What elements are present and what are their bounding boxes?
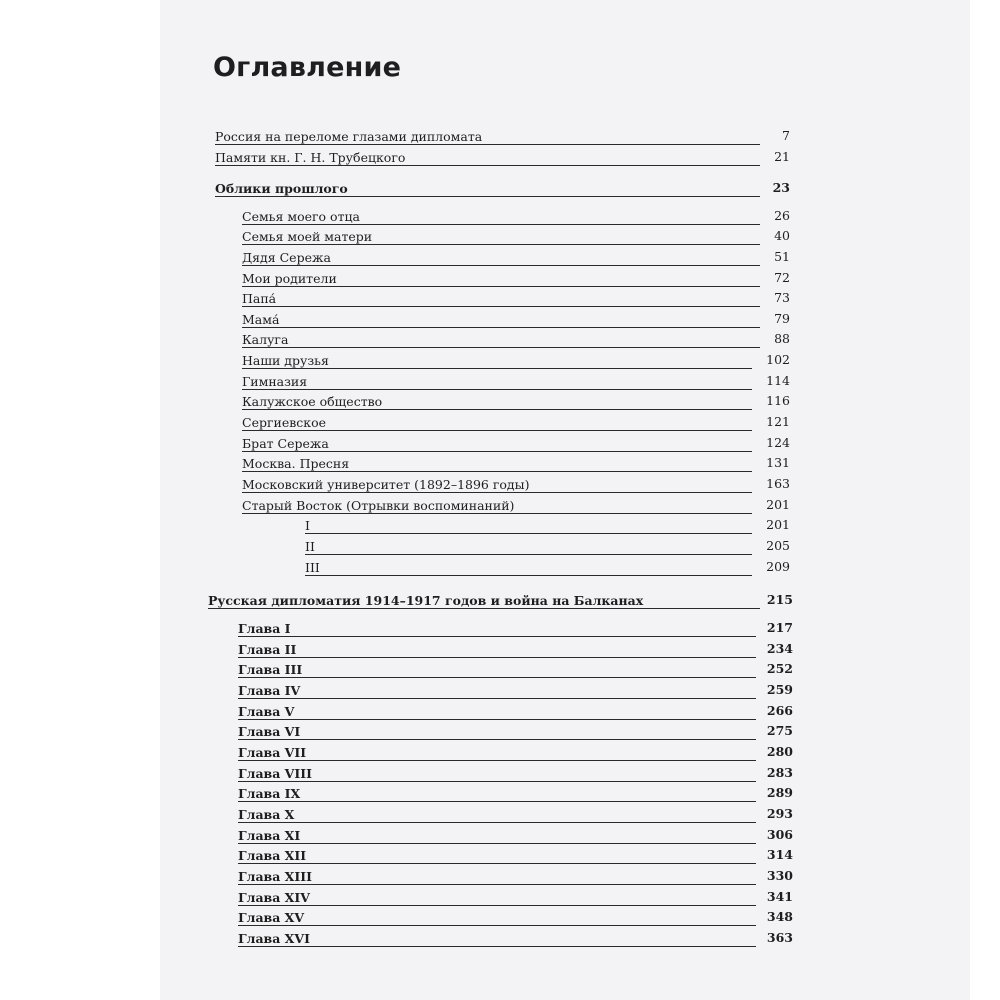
toc-entry (238, 864, 803, 885)
toc-entry-page-number: 259 (766, 682, 793, 697)
toc-entry-page-number: 314 (766, 847, 793, 862)
toc-entry-title: II (305, 539, 315, 554)
toc-entry-page-number: 341 (766, 889, 793, 904)
toc-entry (242, 224, 800, 245)
toc-entry-page-number: 252 (766, 661, 793, 676)
toc-entry (238, 657, 803, 678)
toc-entry-page-number: 23 (772, 180, 790, 195)
toc-entry (242, 410, 800, 431)
toc-entry-title: Глава VI (238, 724, 301, 739)
toc-entry-title: Глава II (238, 642, 297, 657)
toc-entry-title: Москва. Пресня (242, 456, 350, 471)
toc-entry-page-number: 280 (766, 744, 793, 759)
toc-entry-title: Мои родители (242, 271, 337, 286)
toc-entry (242, 348, 800, 369)
toc-entry-title: Семья моего отца (242, 209, 360, 224)
toc-entry-page-number: 306 (766, 827, 793, 842)
toc-entry-title: Старый Восток (Отрывки воспоминаний) (242, 498, 515, 513)
leader-rule (215, 196, 760, 197)
toc-entry-page-number: 51 (774, 249, 790, 264)
toc-entry (238, 802, 803, 823)
toc-entry-page-number: 163 (766, 476, 790, 491)
toc-entry (242, 493, 800, 514)
toc-entry (238, 678, 803, 699)
toc-entry-title: Глава VII (238, 745, 307, 760)
toc-entry-title: Сергиевское (242, 415, 327, 430)
toc-entry-title: Глава XII (238, 848, 307, 863)
toc-entry (215, 145, 800, 166)
toc-entry-page-number: 116 (766, 393, 790, 408)
toc-entry (238, 761, 803, 782)
toc-entry (242, 451, 800, 472)
toc-entry-page-number: 283 (766, 765, 793, 780)
toc-entry-title: Гимназия (242, 374, 308, 389)
toc-entry (305, 513, 800, 534)
toc-entry-title: Облики прошлого (215, 181, 348, 196)
toc-entry-page-number: 21 (774, 149, 790, 164)
toc-entry-title: Россия на переломе глазами дипломата (215, 129, 483, 144)
toc-entry-title: Глава V (238, 704, 295, 719)
toc-entry-title: Памяти кн. Г. Н. Трубецкого (215, 150, 406, 165)
toc-entry-page-number: 215 (766, 592, 793, 607)
toc-entry (238, 823, 803, 844)
leader-rule (305, 575, 752, 576)
toc-entry (242, 286, 800, 307)
toc-entry-title: Дядя Сережа (242, 250, 331, 265)
toc-entry (242, 389, 800, 410)
toc-entry-page-number: 289 (766, 785, 793, 800)
toc-entry-title: I (305, 518, 310, 533)
leader-rule (208, 608, 760, 609)
toc-entry (238, 885, 803, 906)
toc-entry-title: Калужское общество (242, 394, 383, 409)
toc-entry-page-number: 40 (774, 228, 790, 243)
page-title: Оглавление (213, 52, 402, 83)
toc-entry-page-number: 209 (766, 559, 790, 574)
toc-entry-page-number: 348 (766, 909, 793, 924)
toc-entry-page-number: 114 (766, 373, 790, 388)
toc-entry-title: Глава IV (238, 683, 301, 698)
toc-entry (238, 699, 803, 720)
toc-entry (242, 204, 800, 225)
toc-entry (242, 431, 800, 452)
toc-entry-title: Глава XI (238, 828, 301, 843)
toc-entry-title: Семья моей матери (242, 229, 373, 244)
toc-entry-title: Глава XIV (238, 890, 310, 905)
toc-entry (242, 369, 800, 390)
toc-entry (238, 740, 803, 761)
toc-entry-page-number: 102 (766, 352, 790, 367)
toc-entry-page-number: 205 (766, 538, 790, 553)
toc-entry-page-number: 73 (774, 290, 790, 305)
toc-entry (242, 245, 800, 266)
toc-entry-page-number: 275 (766, 723, 793, 738)
toc-entry-page-number: 201 (766, 517, 790, 532)
toc-entry-title: Брат Сережа (242, 436, 329, 451)
toc-entry (242, 472, 800, 493)
toc-entry-title: III (305, 560, 320, 575)
toc-entry-title: Наши друзья (242, 353, 329, 368)
toc-entry (238, 781, 803, 802)
toc-entry-title: Глава VIII (238, 766, 312, 781)
toc-entry-page-number: 79 (774, 311, 790, 326)
toc-entry-page-number: 330 (766, 868, 793, 883)
toc-entry (305, 534, 800, 555)
toc-entry (238, 843, 803, 864)
toc-entry-page-number: 131 (766, 455, 790, 470)
toc-entry (208, 588, 803, 609)
toc-entry-page-number: 7 (782, 128, 790, 143)
toc-entry-page-number: 72 (774, 270, 790, 285)
toc-entry (305, 555, 800, 576)
toc-entry-title: Мама́ (242, 312, 280, 327)
toc-entry-page-number: 266 (766, 703, 793, 718)
toc-entry-title: Калуга (242, 332, 289, 347)
toc-entry (238, 637, 803, 658)
toc-entry (215, 176, 800, 197)
toc-entry (242, 266, 800, 287)
toc-entry-page-number: 124 (766, 435, 790, 450)
toc-entry-title: Глава XVI (238, 931, 310, 946)
toc-entry-title: Глава III (238, 662, 303, 677)
toc-entry (242, 327, 800, 348)
toc-entry-page-number: 201 (766, 497, 790, 512)
toc-entry (238, 719, 803, 740)
leader-rule (238, 946, 756, 947)
toc-entry (238, 905, 803, 926)
toc-entry-page-number: 217 (766, 620, 793, 635)
toc-entry-title: Глава XV (238, 910, 305, 925)
toc-entry-title: Глава X (238, 807, 295, 822)
toc-entry (238, 926, 803, 947)
toc-entry-page-number: 293 (766, 806, 793, 821)
toc-entry-title: Русская дипломатия 1914–1917 годов и война на Балканах (208, 593, 644, 608)
toc-entry-title: Папа́ (242, 291, 277, 306)
toc-entry (238, 616, 803, 637)
toc-entry-page-number: 234 (766, 641, 793, 656)
leader-rule (215, 165, 760, 166)
toc-entry-title: Глава I (238, 621, 291, 636)
toc-entry-page-number: 121 (766, 414, 790, 429)
toc-entry-title: Глава IX (238, 786, 301, 801)
toc-entry-title: Московский университет (1892–1896 годы) (242, 477, 530, 492)
toc-entry-page-number: 26 (774, 208, 790, 223)
toc-entry-page-number: 363 (766, 930, 793, 945)
toc-entry (215, 124, 800, 145)
toc-entry-title: Глава XIII (238, 869, 312, 884)
toc-entry (242, 307, 800, 328)
toc-entry-page-number: 88 (774, 331, 790, 346)
